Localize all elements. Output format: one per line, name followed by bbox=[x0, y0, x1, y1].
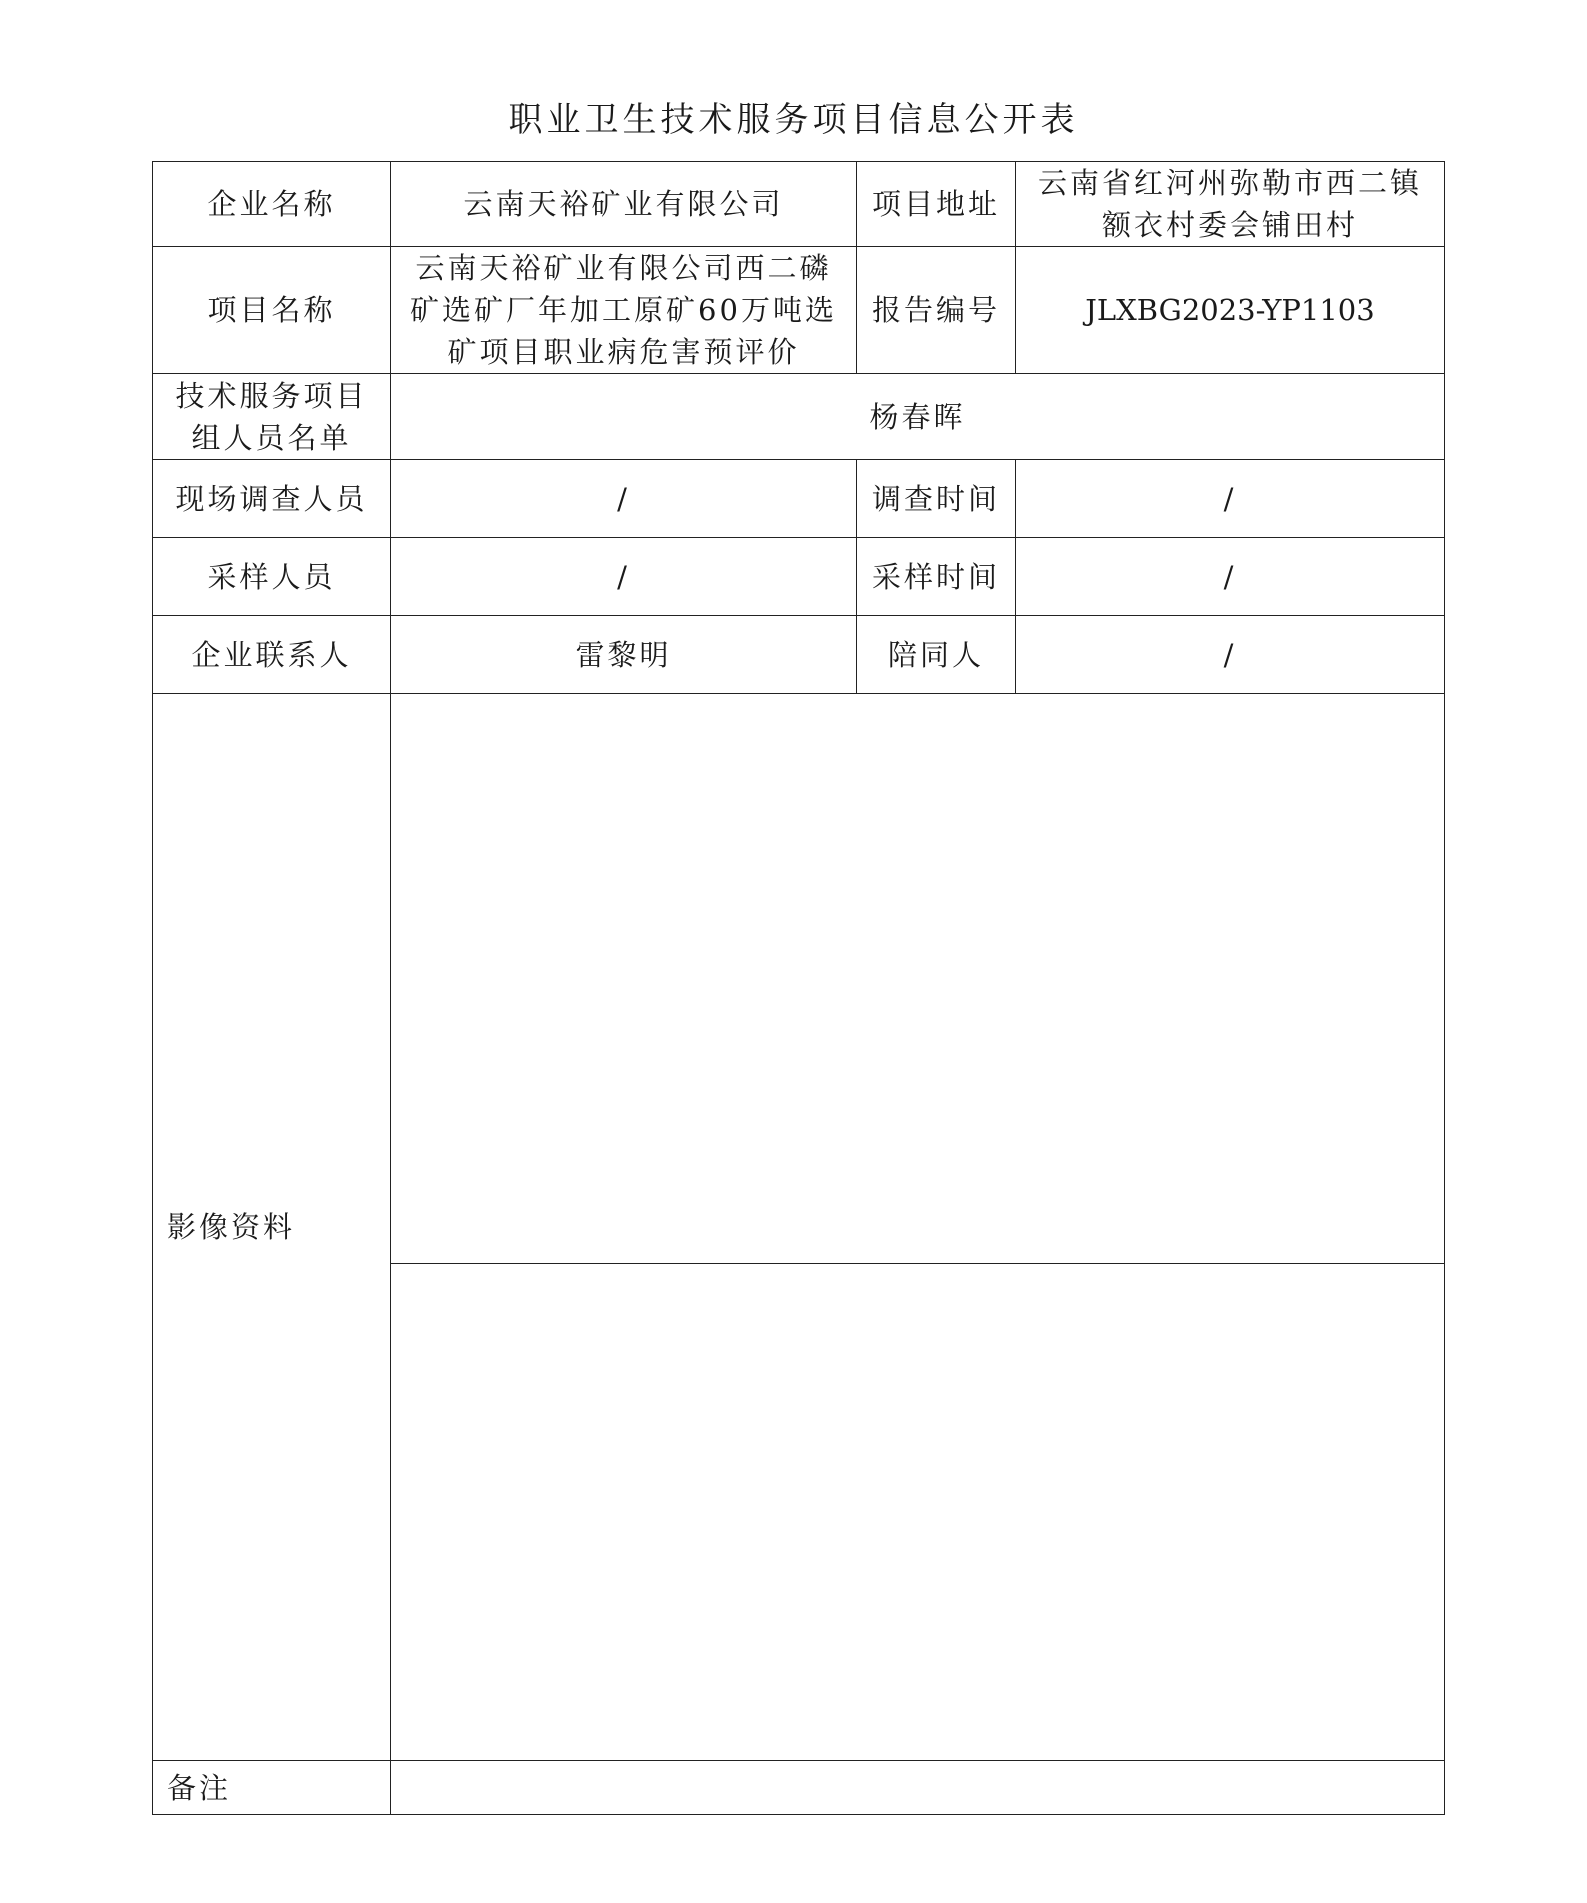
table-row bbox=[153, 538, 1445, 616]
photo-slot-2 bbox=[391, 1264, 1445, 1761]
enterprise-name-value: 云南天裕矿业有限公司 bbox=[391, 162, 857, 247]
table-row bbox=[153, 247, 1445, 374]
photo-slot-1 bbox=[391, 694, 1445, 1264]
report-number-value: JLXBG2023-YP1103 bbox=[1016, 247, 1445, 374]
enterprise-contact-value: 雷黎明 bbox=[391, 616, 857, 694]
info-table bbox=[152, 161, 1445, 1815]
accompanying-person-value: / bbox=[1016, 616, 1445, 694]
remarks-label: 备注 bbox=[153, 1761, 391, 1815]
sampling-time-label: 采样时间 bbox=[857, 538, 1016, 616]
accompanying-person-label: 陪同人 bbox=[857, 616, 1016, 694]
project-address-value: 云南省红河州弥勒市西二镇额衣村委会铺田村 bbox=[1016, 162, 1445, 247]
table-row bbox=[153, 460, 1445, 538]
project-name-label: 项目名称 bbox=[153, 247, 391, 374]
table-row bbox=[153, 374, 1445, 460]
table-row bbox=[153, 162, 1445, 247]
table-row bbox=[153, 616, 1445, 694]
investigation-time-value: / bbox=[1016, 460, 1445, 538]
team-members-label: 技术服务项目组人员名单 bbox=[153, 374, 391, 460]
investigation-time-label: 调查时间 bbox=[857, 460, 1016, 538]
table-row bbox=[153, 1761, 1445, 1815]
samplers-label: 采样人员 bbox=[153, 538, 391, 616]
site-investigators-label: 现场调查人员 bbox=[153, 460, 391, 538]
enterprise-contact-label: 企业联系人 bbox=[153, 616, 391, 694]
samplers-value: / bbox=[391, 538, 857, 616]
report-number-label: 报告编号 bbox=[857, 247, 1016, 374]
project-address-label: 项目地址 bbox=[857, 162, 1016, 247]
document-title: 职业卫生技术服务项目信息公开表 bbox=[508, 100, 1079, 140]
remarks-value bbox=[391, 1761, 1445, 1815]
media-label: 影像资料 bbox=[153, 694, 391, 1761]
site-investigators-value: / bbox=[391, 460, 857, 538]
sampling-time-value: / bbox=[1016, 538, 1445, 616]
enterprise-name-label: 企业名称 bbox=[153, 162, 391, 247]
table-row bbox=[153, 694, 1445, 1264]
team-members-value: 杨春晖 bbox=[391, 374, 1445, 460]
project-name-value: 云南天裕矿业有限公司西二磷矿选矿厂年加工原矿60万吨选矿项目职业病危害预评价 bbox=[391, 247, 857, 374]
